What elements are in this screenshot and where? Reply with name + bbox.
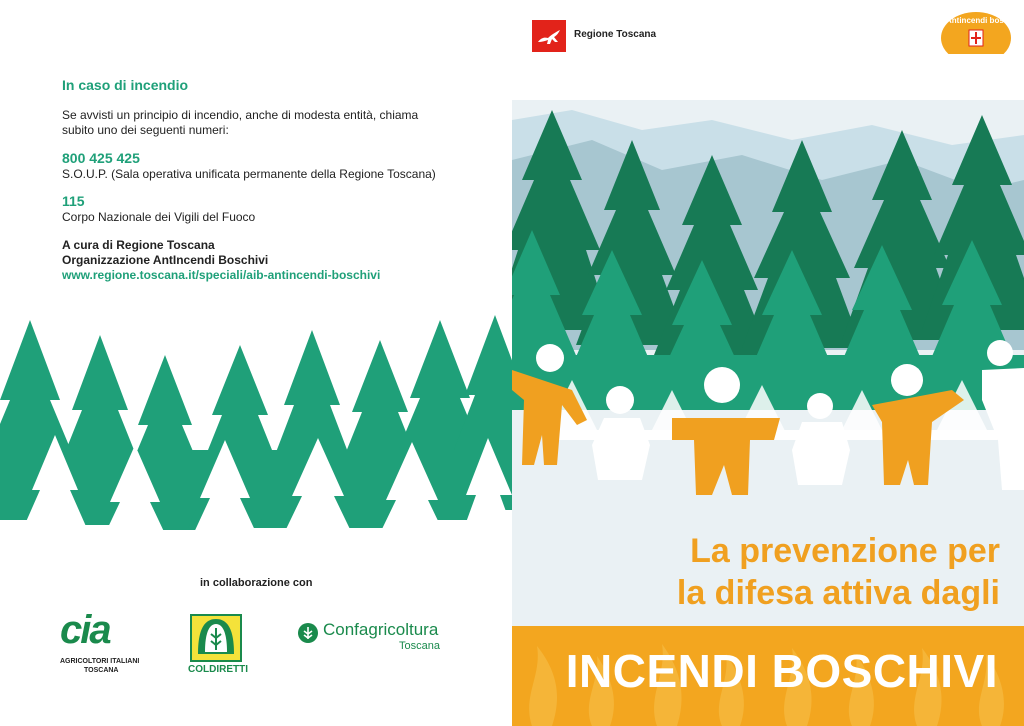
coldiretti-emblem-icon [190,614,242,662]
coldiretti-logo [188,614,248,676]
website-link[interactable]: www.regione.toscana.it/speciali/aib-antincendi-boschivi [62,268,381,282]
confagricoltura-logo [297,620,457,660]
confagricoltura-emblem-icon [297,622,319,644]
cia-logo [60,608,144,678]
phone-desc-soup: S.O.U.P. (Sala operativa unificata permanente della Regione Toscana) [62,167,436,181]
phone-desc-vvf: Corpo Nazionale dei Vigili del Fuoco [62,210,256,224]
cover-forest-illustration [512,100,1024,530]
cia-logo-line2: TOSCANA [84,667,119,674]
collaboration-label: in collaborazione con [200,577,313,589]
cover-title-line2: la difesa attiva dagli [676,574,1000,612]
confagricoltura-region: Toscana [399,640,440,652]
cia-logo-line1: AGRICOLTORI ITALIANI [60,658,140,665]
pegasus-icon [532,20,566,52]
coldiretti-label: COLDIRETTI [188,664,248,675]
intro-text-1: Se avvisti un principio di incendio, anche di modesta entità, chiama [62,108,419,122]
regione-toscana-logo [532,20,682,56]
emergency-heading: In caso di incendio [62,77,189,93]
antincendi-badge-text: Antincendi boschivi [946,16,1023,25]
cover-banner-text: INCENDI BOSCHIVI [565,645,998,697]
phone-number-vvf[interactable]: 115 [62,193,85,209]
cover-panel [512,0,1024,726]
credit-line-1: A cura di Regione Toscana [62,238,215,252]
intro-text-2: subito uno dei seguenti numeri: [62,123,229,137]
cover-banner [512,626,1024,726]
confagricoltura-name: Confagricoltura [323,620,439,639]
antincendi-badge [940,12,1023,54]
credit-line-2: Organizzazione AntIncendi Boschivi [62,253,269,267]
regione-toscana-label: Regione Toscana [574,29,657,40]
cover-title-line1: La prevenzione per [690,532,1000,570]
cia-logo-mark: cia [60,608,110,652]
phone-number-soup[interactable]: 800 425 425 [62,150,140,166]
forest-illustration [0,310,512,580]
